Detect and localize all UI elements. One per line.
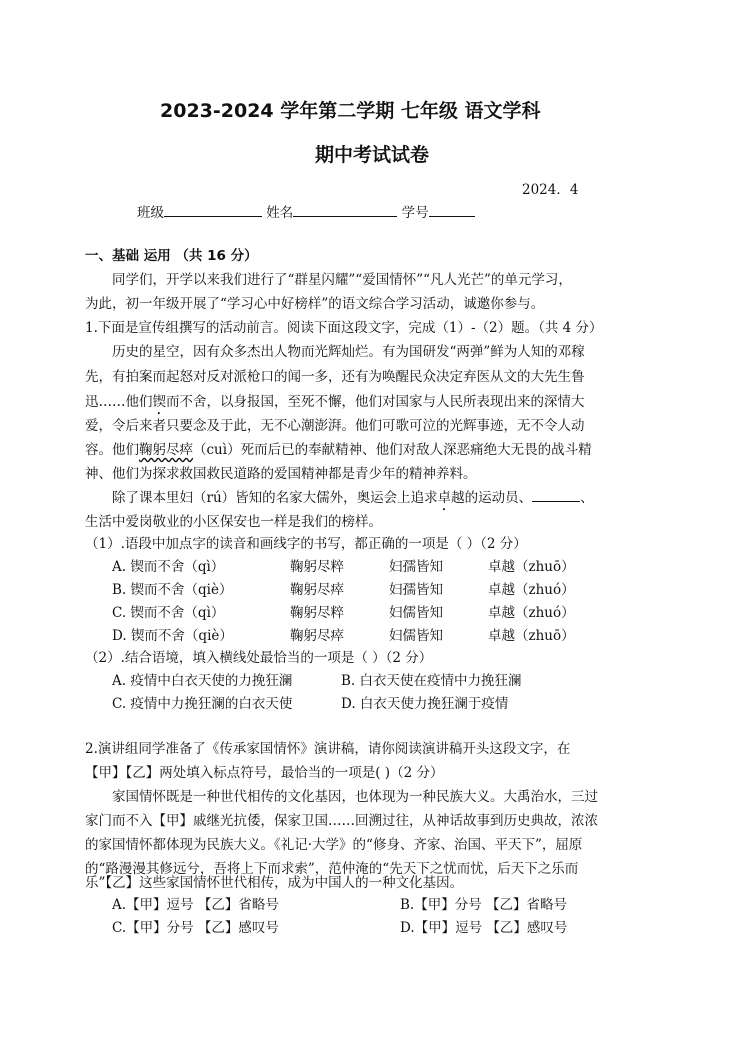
q2-passage-line1: 家国情怀既是一种世代相传的文化基因，也体现为一种民族大义。大禹治水，三过 xyxy=(112,789,598,805)
q2-passage-line4: 的“路漫漫其修远兮，吾将上下而求索”，范仲淹的“先天下之忧而忧，后天下之乐而 xyxy=(85,861,579,877)
q1-sub1-stem: （1）.语段中加点字的读音和画线字的书写，都正确的一项是（ ）（2 分） xyxy=(85,536,527,552)
id-blank[interactable] xyxy=(429,202,475,217)
option-b-col4: 卓越（zhuó） xyxy=(488,582,575,598)
sub2-option-a[interactable]: A. 疫情中白衣天使的力挽狂澜 xyxy=(112,673,293,689)
q1-stem: 1.下面是宣传组撰写的活动前言。阅读下面这段文字，完成（1）-（2）题。（共 4 分） xyxy=(85,320,603,336)
option-d-col1[interactable]: D. 锲而不舍（qiè） xyxy=(112,628,233,644)
option-a-col2: 鞠躬尽粹 xyxy=(290,559,344,575)
option-d-col3: 妇儒皆知 xyxy=(389,628,443,644)
option-d-col2: 鞠躬尽瘁 xyxy=(290,628,344,644)
q2-passage-line5: 乐”【乙】这些家国情怀世代相传，成为中国人的一种文化基因。 xyxy=(85,875,464,891)
section1-heading: 一、基础 运用 （共 16 分） xyxy=(85,248,258,264)
name-blank[interactable] xyxy=(293,202,397,217)
underlined-word: 鞠躬尽瘁 xyxy=(139,442,193,458)
q2-stem-line1: 2.演讲组同学准备了《传承家国情怀》演讲稿，请你阅读演讲稿开头这段文字，在 xyxy=(85,741,571,757)
exam-date: 2024．4 xyxy=(522,182,579,198)
option-b-col1[interactable]: B. 锲而不舍（qiè） xyxy=(112,582,233,598)
student-info-row xyxy=(137,201,475,221)
option-d-col4: 卓越（zhuō） xyxy=(488,628,575,644)
option-a-col4: 卓越（zhuō） xyxy=(488,559,575,575)
q1-passage-line6: 神、他们为探求救国救民道路的爱国精神都是青少年的精神养料。 xyxy=(85,466,477,482)
q1-passage-line5: 容。他们鞠躬尽瘁（cuì）死而后已的奉献精神、他们对敌人深恶痛绝大无畏的战斗精 xyxy=(85,442,592,458)
q2-passage-line3: 的家国情怀都体现为民族大义。《礼记·大学》的“修身、齐家、治国、平天下”，屈原 xyxy=(85,837,583,853)
option-c-col4: 卓越（zhuó） xyxy=(488,605,575,621)
q1-passage-line2: 先，有拍案而起怒对反对派枪口的闻一多，还有为唤醒民众决定弃医从文的大先生鲁 xyxy=(85,369,585,385)
q1-sub2-stem: （2）.结合语境，填入横线处最恰当的一项是（ ）（2 分） xyxy=(85,650,433,666)
q1-passage-line1: 历史的星空，因有众多杰出人物而光辉灿烂。有为国研发“两弹”鲜为人知的邓稼 xyxy=(112,344,585,360)
class-label: 班级 xyxy=(137,205,164,221)
option-c-col3: 妇儒皆知 xyxy=(389,605,443,621)
name-label: 姓名 xyxy=(266,205,294,221)
q1-passage-line7: 除了课本里妇（rú）皆知的名家大儒外，奥运会上追求卓越的运动员、 、 xyxy=(112,486,594,514)
q1-passage-line8: 生活中爱岗敬业的小区保安也一样是我们的榜样。 xyxy=(85,514,382,530)
q1-passage-line3: 迅……他们锲而不舍，以身报国，至死不懈，他们对国家与人民所表现出来的深情大 xyxy=(85,394,585,410)
dotted-char-qie: 锲 xyxy=(152,394,166,410)
option-b-col2: 鞠躬尽瘁 xyxy=(290,582,344,598)
option-a-col1[interactable]: A. 锲而不舍（qì） xyxy=(112,559,225,575)
section1-intro-line1: 同学们，开学以来我们进行了“群星闪耀”“爱国情怀”“凡人光芒”的单元学习， xyxy=(112,272,572,288)
q2-stem-line2: 【甲】【乙】两处填入标点符号，最恰当的一项是( )（2 分） xyxy=(85,765,444,781)
q2-option-d[interactable]: D.【甲】逗号 【乙】感叹号 xyxy=(400,920,568,936)
section1-intro-line2: 为此，初一年级开展了“学习心中好榜样”的语文综合学习活动，诚邀你参与。 xyxy=(85,296,545,312)
q2-passage-line2: 家门而不入【甲】戚继光抗倭，保家卫国……回溯过往，从神话故事到历史典故，浓浓 xyxy=(85,813,598,829)
sub2-option-d[interactable]: D. 白衣天使力挽狂澜于疫情 xyxy=(341,696,509,712)
q2-option-a[interactable]: A.【甲】逗号 【乙】省略号 xyxy=(112,897,279,913)
q1-passage-line4: 爱，令后来者只要念及于此，无不心潮澎湃。他们可歌可泣的光辉事迹，无不令人动 xyxy=(85,418,585,434)
option-a-col3: 妇孺皆知 xyxy=(389,559,443,575)
exam-subtitle: 期中考试试卷 xyxy=(315,144,430,166)
id-label: 学号 xyxy=(401,205,429,221)
exam-title: 2023-2024 学年第二学期 七年级 语文学科 xyxy=(160,100,541,122)
sub2-option-c[interactable]: C. 疫情中力挽狂澜的白衣天使 xyxy=(112,696,293,712)
option-c-col1[interactable]: C. 锲而不舍（qì） xyxy=(112,605,225,621)
dotted-char-zhuo: 卓 xyxy=(437,490,452,506)
q2-option-c[interactable]: C.【甲】分号 【乙】感叹号 xyxy=(112,920,279,936)
option-c-col2: 鞠躬尽粹 xyxy=(290,605,344,621)
q2-option-b[interactable]: B.【甲】分号 【乙】省略号 xyxy=(400,897,568,913)
fill-blank[interactable] xyxy=(532,487,580,502)
class-blank[interactable] xyxy=(164,202,262,217)
sub2-option-b[interactable]: B. 白衣天使在疫情中力挽狂澜 xyxy=(341,673,522,689)
option-b-col3: 妇孺皆知 xyxy=(389,582,443,598)
